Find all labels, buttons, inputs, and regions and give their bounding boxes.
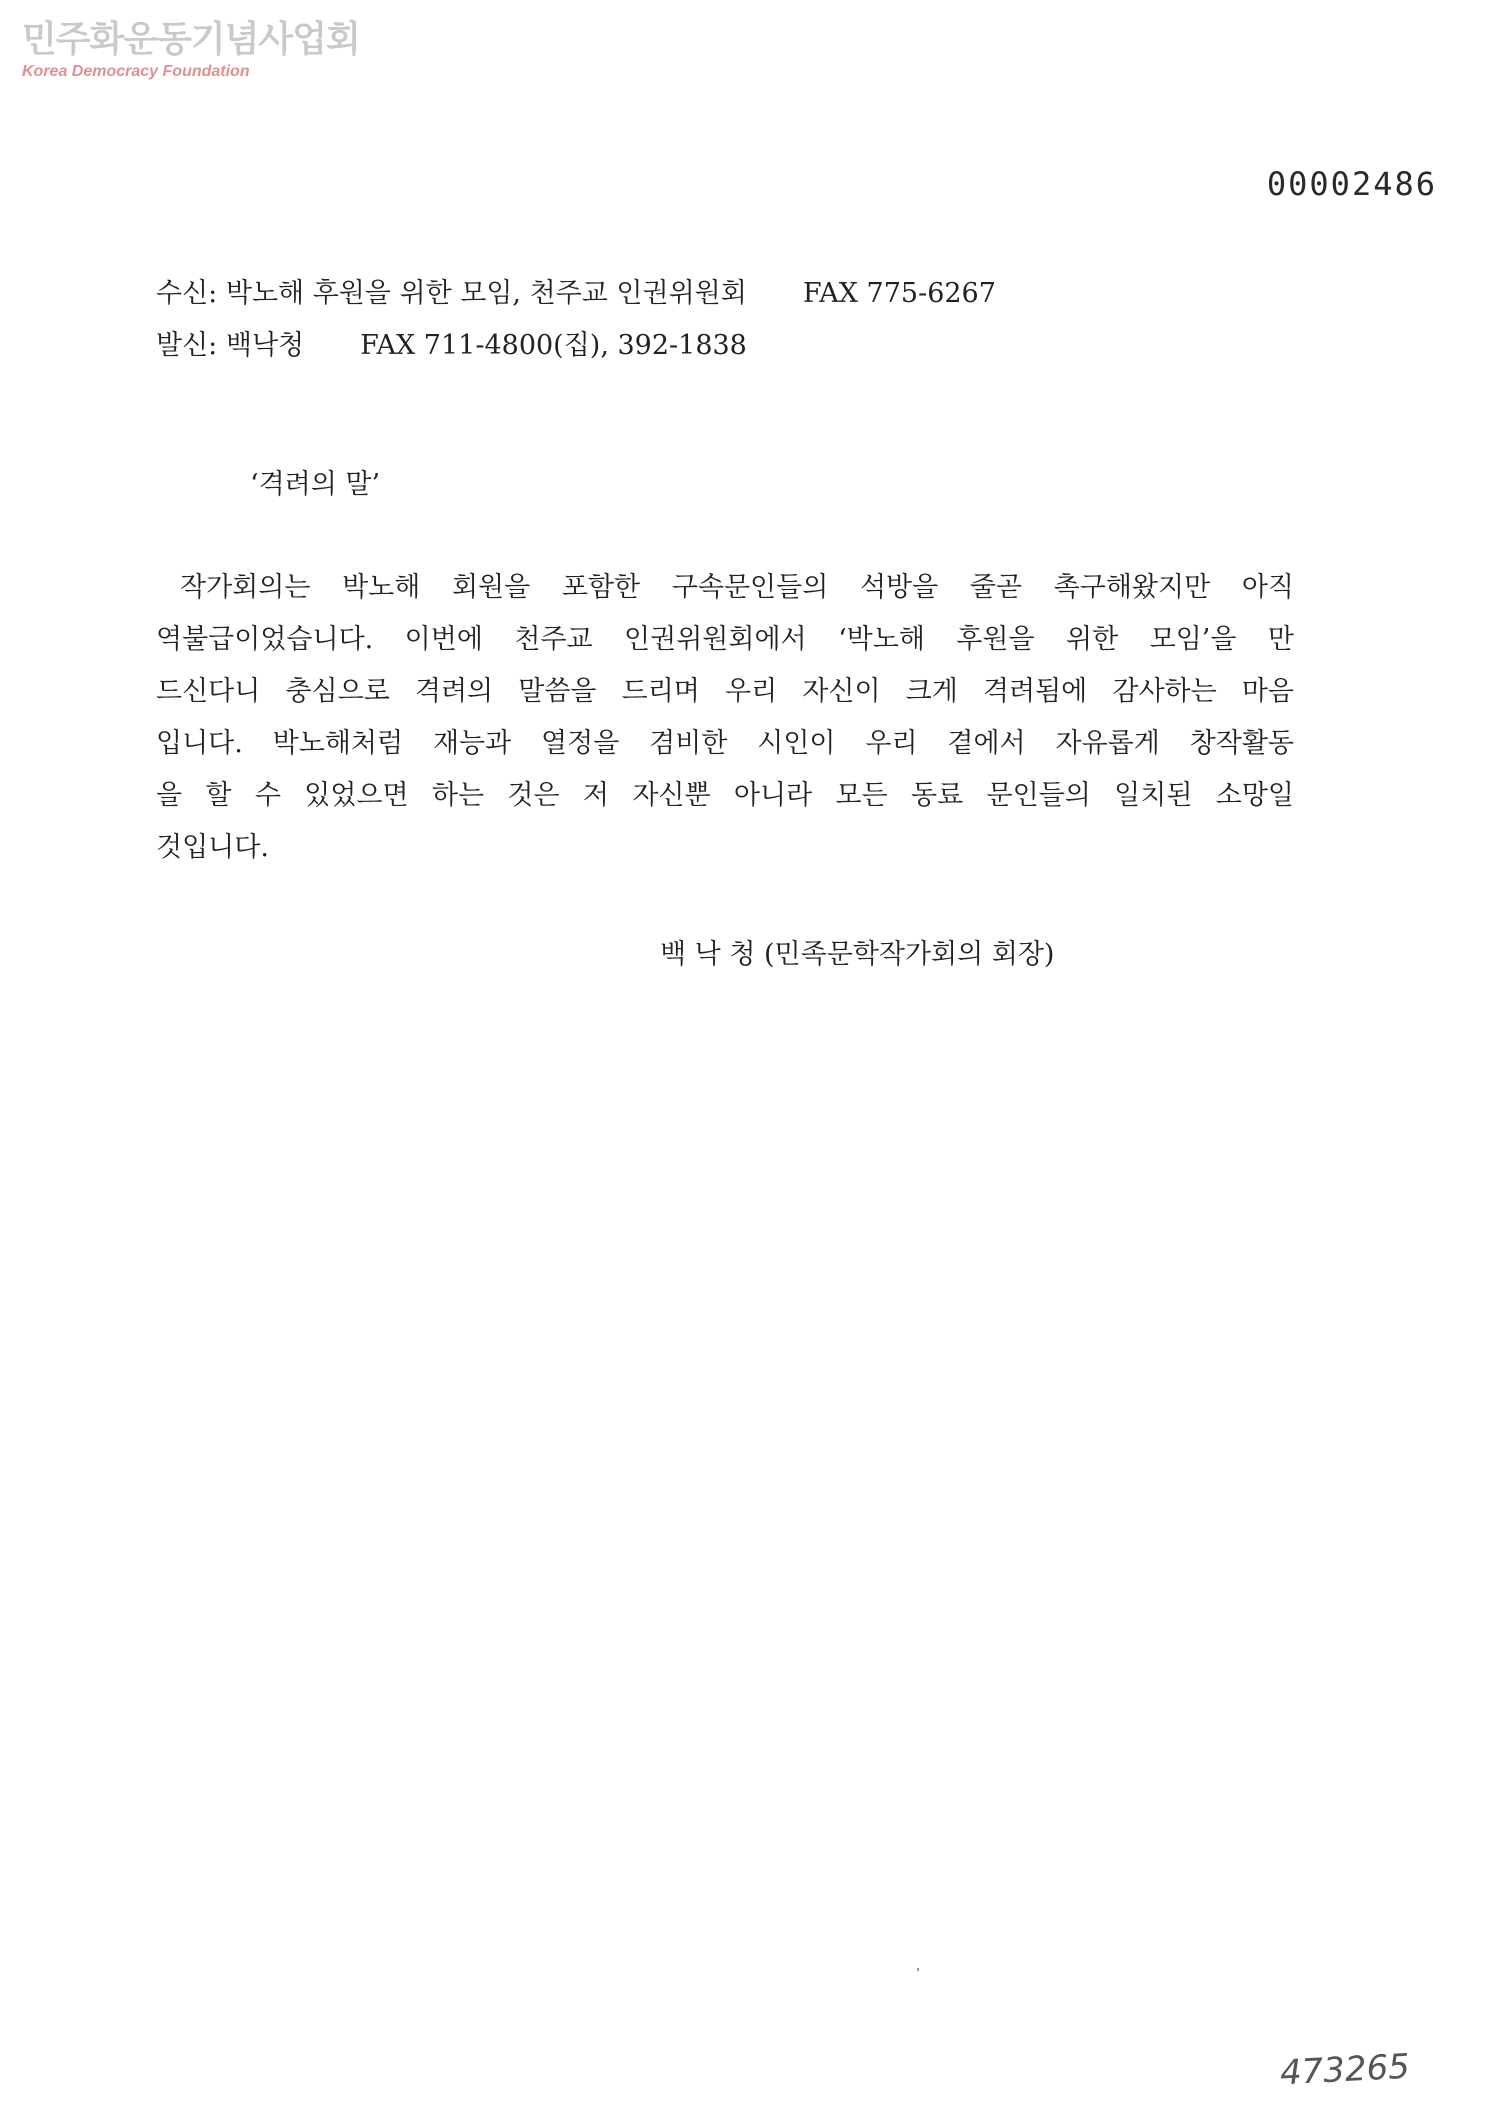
- body-line: 것입니다.: [156, 832, 269, 863]
- recipient-label: 수신:: [156, 278, 218, 309]
- document-number: 00002486: [1266, 165, 1437, 203]
- recipient-fax: FAX 775-6267: [802, 278, 996, 309]
- letter-title: ‘격려의 말’: [250, 469, 381, 500]
- scan-speck: [917, 1968, 919, 1971]
- sender-label: 발신:: [156, 330, 218, 361]
- logo-english-text: Korea Democracy Foundation: [22, 63, 250, 80]
- fax-sender-line: [156, 320, 996, 372]
- body-line: 드신다니 충심으로 격려의 말씀을 드리며 우리 자신이 크게 격려됨에 감사하는 마음: [156, 676, 1294, 707]
- sender-fax: FAX 711-4800(집), 392-1838: [360, 330, 747, 361]
- fax-recipient-line: [156, 268, 996, 320]
- logo-korean-text: 민주화운동기념사업회: [22, 19, 360, 60]
- signature: 백 낙 청 (민족문학작가회의 회장): [660, 939, 1055, 970]
- body-line: 을 할 수 있었으면 하는 것은 저 자신뿐 아니라 모든 동료 문인들의 일치된 소망일: [156, 780, 1294, 811]
- recipient-name: 박노해 후원을 위한 모임, 천주교 인권위원회: [225, 278, 747, 309]
- fax-header: [156, 268, 996, 372]
- handwritten-archive-number: 473265: [1279, 2046, 1411, 2094]
- sender-name: 백낙청: [225, 330, 305, 361]
- foundation-logo: [22, 18, 360, 82]
- body-line: 작가회의는 박노해 회원을 포함한 구속문인들의 석방을 줄곧 촉구해왔지만 아직: [180, 572, 1294, 603]
- body-line: 입니다. 박노해처럼 재능과 열정을 겸비한 시인이 우리 곁에서 자유롭게 창작활동: [156, 728, 1294, 759]
- body-line: 역불급이었습니다. 이번에 천주교 인권위원회에서 ‘박노해 후원을 위한 모임’을 만: [156, 624, 1294, 655]
- letter-body: [156, 562, 1294, 874]
